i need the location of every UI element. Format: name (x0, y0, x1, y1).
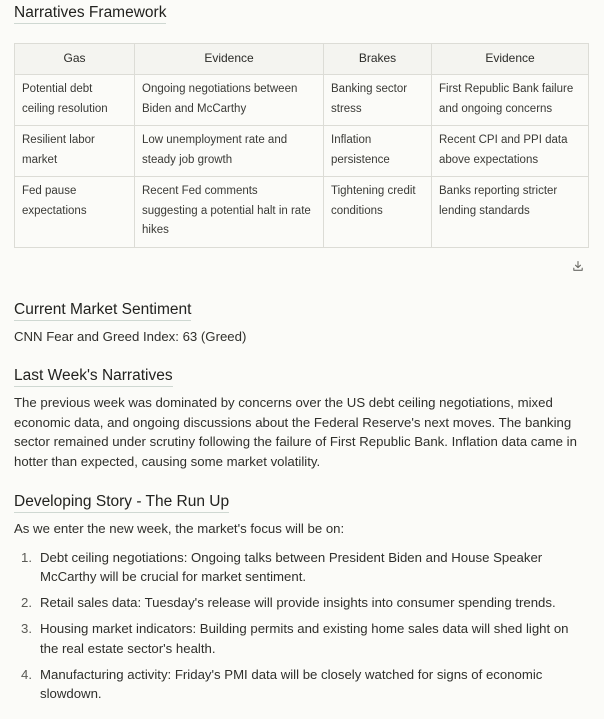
table-cell: Fed pause expectations (15, 177, 135, 248)
table-cell: Tightening credit conditions (324, 177, 432, 248)
table-cell: Ongoing negotiations between Biden and McCarthy (135, 75, 324, 126)
list-number: 2. (21, 595, 32, 610)
table-actions (14, 248, 588, 285)
download-icon[interactable] (572, 260, 584, 272)
list-number: 4. (21, 666, 32, 682)
narratives-table (14, 43, 589, 248)
list-item (14, 619, 588, 658)
table-header-row (15, 44, 589, 75)
document-body (14, 0, 588, 710)
developing-section (14, 492, 588, 704)
sentiment-text: CNN Fear and Greed Index: 63 (Greed) (14, 328, 247, 344)
sentiment-section (14, 300, 588, 347)
table-row (15, 126, 589, 177)
table-cell: Recent Fed comments suggesting a potential halt in rate hikes (135, 177, 324, 248)
table-header-brakes: Brakes (324, 44, 432, 75)
list-item (14, 593, 588, 613)
table-cell: Inflation persistence (324, 126, 432, 177)
list-item (14, 665, 588, 704)
table-row (15, 75, 589, 126)
sentiment-title: Current Market Sentiment (14, 300, 191, 321)
table-cell: Low unemployment rate and steady job growth (135, 126, 324, 177)
list-item (14, 548, 588, 587)
table-header-evidence: Evidence (135, 44, 324, 75)
table-cell: Potential debt ceiling resolution (15, 75, 135, 126)
list-item-text: Debt ceiling negotiations: Ongoing talks between President Biden and House Speaker McCarthy will be crucial for market sentiment. (40, 549, 543, 584)
table-cell: First Republic Bank failure and ongoing concerns (432, 75, 589, 126)
list-number: 1. (21, 549, 32, 565)
table-cell: Banking sector stress (324, 75, 432, 126)
developing-list (14, 548, 588, 704)
list-number: 3. (21, 621, 32, 636)
framework-title: Narratives Framework (14, 3, 166, 24)
last-week-text: The previous week was dominated by concerns over the US debt ceiling negotiations, mixed economic data, and ongoing discussions about the Federal Reserve's next moves. The banking sector remained under scrutiny following the failure of First Republic Bank. Inflation data came in hotter than expected, causing some market volatility. (14, 395, 577, 469)
last-week-section (14, 366, 588, 471)
list-item-text: Retail sales data: Tuesday's release will provide insights into consumer spending trends. (40, 595, 556, 610)
table-row (15, 177, 589, 248)
table-header-gas: Gas (15, 44, 135, 75)
developing-title: Developing Story - The Run Up (14, 492, 229, 513)
list-item-text: Housing market indicators: Building permits and existing home sales data will shed light on the real estate sector's health. (40, 621, 569, 656)
table-cell: Recent CPI and PPI data above expectations (432, 126, 589, 177)
table-cell: Resilient labor market (15, 126, 135, 177)
last-week-title: Last Week's Narratives (14, 366, 173, 387)
list-item-text: Manufacturing activity: Friday's PMI data will be closely watched for signs of economic slowdown. (40, 666, 543, 701)
table-cell: Banks reporting stricter lending standards (432, 177, 589, 248)
developing-intro: As we enter the new week, the market's focus will be on: (14, 521, 345, 536)
table-header-evidence: Evidence (432, 44, 589, 75)
